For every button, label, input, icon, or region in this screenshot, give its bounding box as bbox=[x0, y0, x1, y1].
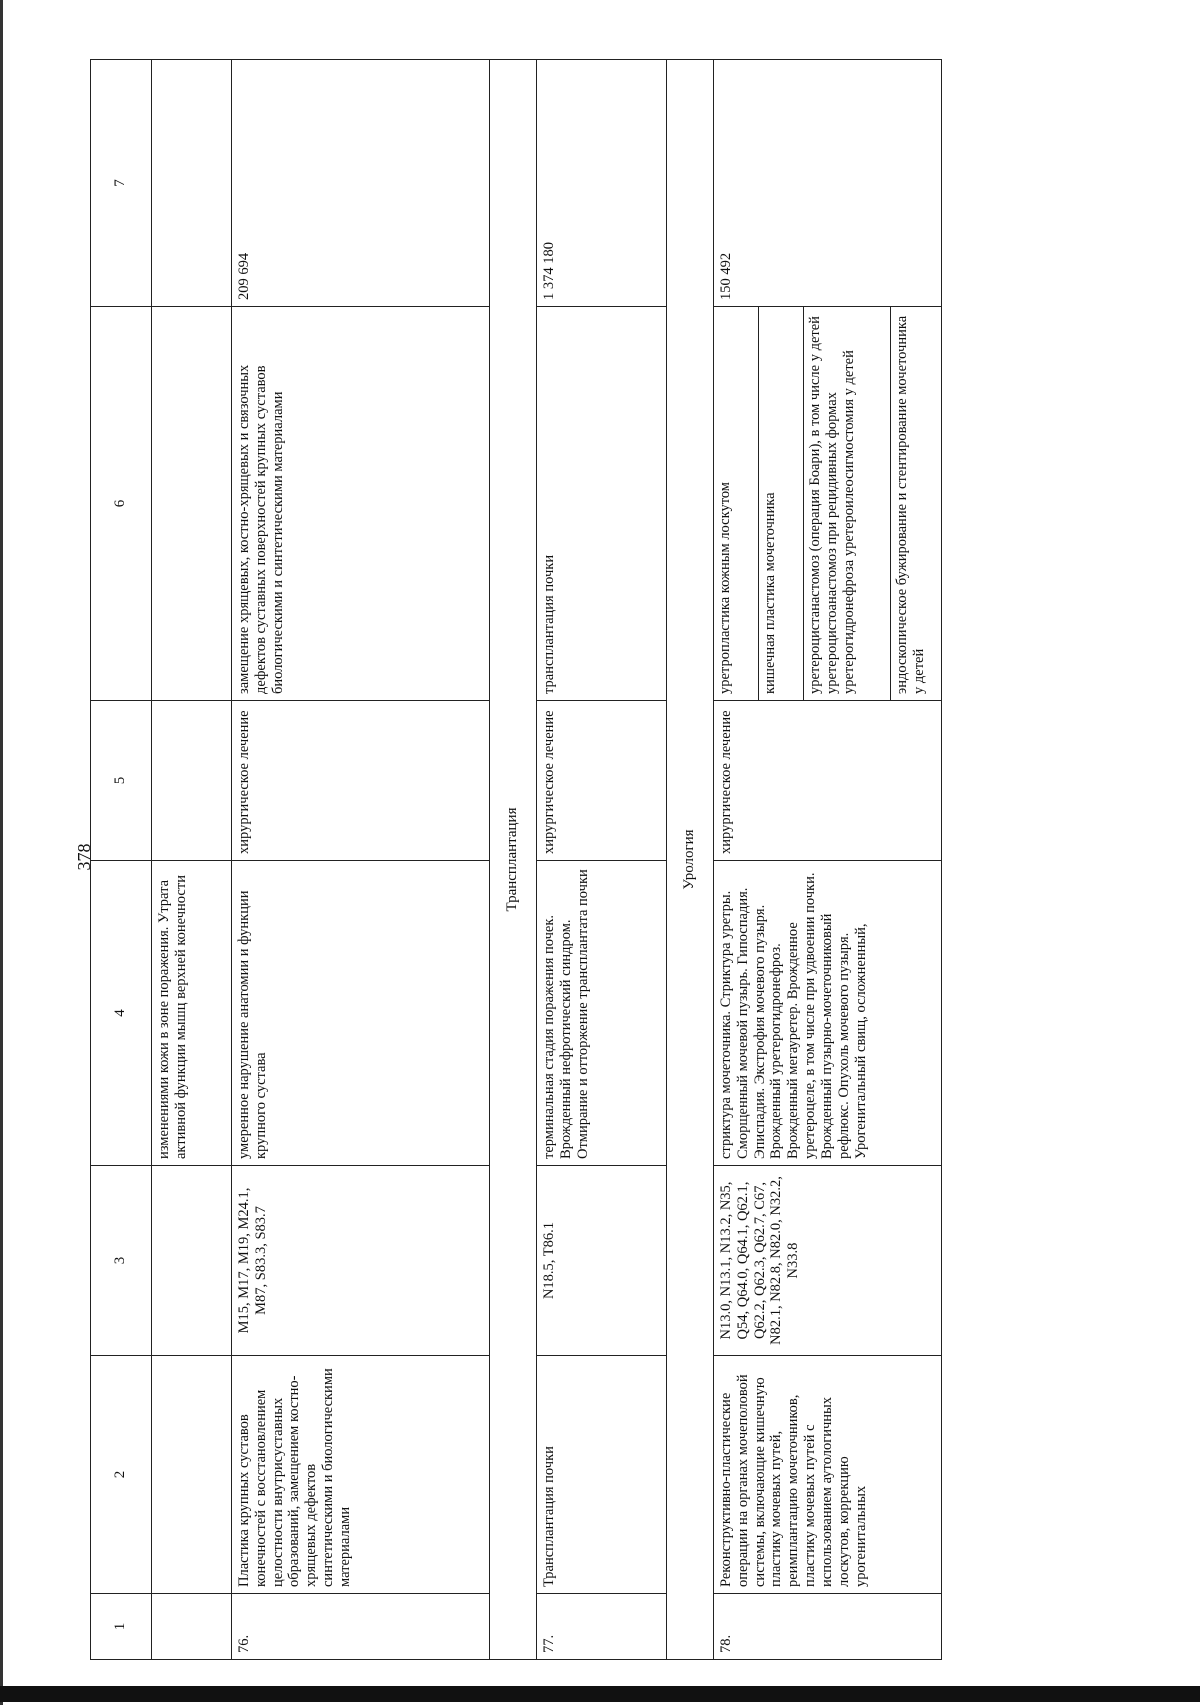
cont-cell-3 bbox=[152, 1166, 232, 1356]
row-76-name: Пластика крупных суставов конечностей с восстановлением целостности внутрисуставных образований, замещением костно-хрящевых дефектов синтетическими и биологическими материалами bbox=[232, 1356, 490, 1594]
header-col-7: 7 bbox=[91, 60, 152, 307]
row-76-cost: 209 694 bbox=[232, 60, 490, 307]
section-transplant: Трансплантация bbox=[490, 60, 537, 1660]
section-urology: Урология bbox=[667, 60, 714, 1660]
row-78-method-2: кишечная пластика мочеточника bbox=[759, 307, 804, 701]
header-col-4: 4 bbox=[91, 861, 152, 1166]
row-77-cost: 1 374 180 bbox=[537, 60, 667, 307]
row-77-treatment: хирургическое лечение bbox=[537, 701, 667, 861]
row-77-number: 77. bbox=[537, 1594, 667, 1660]
header-col-3: 3 bbox=[91, 1166, 152, 1356]
row-78-cost: 150 492 bbox=[714, 60, 942, 307]
page-number: 378 bbox=[74, 843, 94, 871]
header-col-1: 1 bbox=[91, 1594, 152, 1660]
cont-model-cell: изменениями кожи в зоне поражения. Утрата активной функции мышц верхней конечности bbox=[152, 861, 232, 1166]
row-76-method: замещение хрящевых, костно-хрящевых и связочных дефектов суставных поверхностей крупных суставов биологическими и синтетическими материалами bbox=[232, 307, 490, 701]
row-77-name: Трансплантация почки bbox=[537, 1356, 667, 1594]
row-76-number: 76. bbox=[232, 1594, 490, 1660]
header-col-2: 2 bbox=[91, 1356, 152, 1594]
table-row-77 bbox=[537, 60, 667, 1660]
rotated-table-container bbox=[90, 60, 1190, 1660]
row-78-number: 78. bbox=[714, 1594, 942, 1660]
section-row-transplant bbox=[490, 60, 537, 1660]
row-77-model: терминальная стадия поражения почек. Врожденный нефротический синдром. Отмирание и отторжение трансплантата почки bbox=[537, 861, 667, 1166]
row-76-treatment: хирургическое лечение bbox=[232, 701, 490, 861]
scan-left-edge bbox=[0, 0, 3, 1705]
row-78-method-3: уретероцистанастомоз (операция Боари), в том числе у детей уретероцистоанастомоз при рецидивных формах уретерогидронефроза уретероилеосигмостомия у детей bbox=[804, 307, 891, 701]
table-row-78 bbox=[714, 60, 759, 1660]
row-78-method-1: уретропластика кожным лоскутом bbox=[714, 307, 759, 701]
header-col-6: 6 bbox=[91, 307, 152, 701]
row-77-codes: N18.5, T86.1 bbox=[537, 1166, 667, 1356]
continuation-row bbox=[152, 60, 232, 1660]
row-78-model: стриктура мочеточника. Стриктура уретры. Сморщенный мочевой пузырь. Гипоспадия. Эписпадия. Экстрофия мочевого пузыря. Врожденный уретерогидронефроз. Врожденный мегауретер. Врожденное уретероцеле, в том числе при удвоении почки. Врожденный пузырно-мочеточниковый рефлюкс. Опухоль мочевого пузыря. Урогенитальный свищ, осложненный, bbox=[714, 861, 942, 1166]
row-76-model: умеренное нарушение анатомии и функции крупного сустава bbox=[232, 861, 490, 1166]
header-col-5: 5 bbox=[91, 701, 152, 861]
cont-cell-6 bbox=[152, 307, 232, 701]
row-76-codes: M15, M17, M19, M24.1, M87, S83.3, S83.7 bbox=[232, 1166, 490, 1356]
table-row-76 bbox=[232, 60, 490, 1660]
section-row-urology bbox=[667, 60, 714, 1660]
cont-cell-2 bbox=[152, 1356, 232, 1594]
cont-cell-1 bbox=[152, 1594, 232, 1660]
medical-procedures-table bbox=[90, 59, 942, 1660]
row-78-name: Реконструктивно-пластические операции на органах мочеполовой системы, включающие кишечную пластику мочевых путей, реимплантацию мочеточников, пластику мочевых путей с использованием аутологичных лоскутов, коррекцию урогенитальных bbox=[714, 1356, 942, 1594]
row-77-method: трансплантация почки bbox=[537, 307, 667, 701]
cont-cell-5 bbox=[152, 701, 232, 861]
header-row bbox=[91, 60, 152, 1660]
scan-bottom-bar bbox=[0, 1686, 1200, 1702]
row-78-treatment: хирургическое лечение bbox=[714, 701, 942, 861]
cont-cell-7 bbox=[152, 60, 232, 307]
row-78-method-4: эндоскопическое бужирование и стентирование мочеточника у детей bbox=[891, 307, 942, 701]
row-78-codes: N13.0, N13.1, N13.2, N35, Q54, Q64.0, Q64.1, Q62.1, Q62.2, Q62.3, Q62.7, C67, N82.1, N82.8, N82.0, N32.2, N33.8 bbox=[714, 1166, 942, 1356]
